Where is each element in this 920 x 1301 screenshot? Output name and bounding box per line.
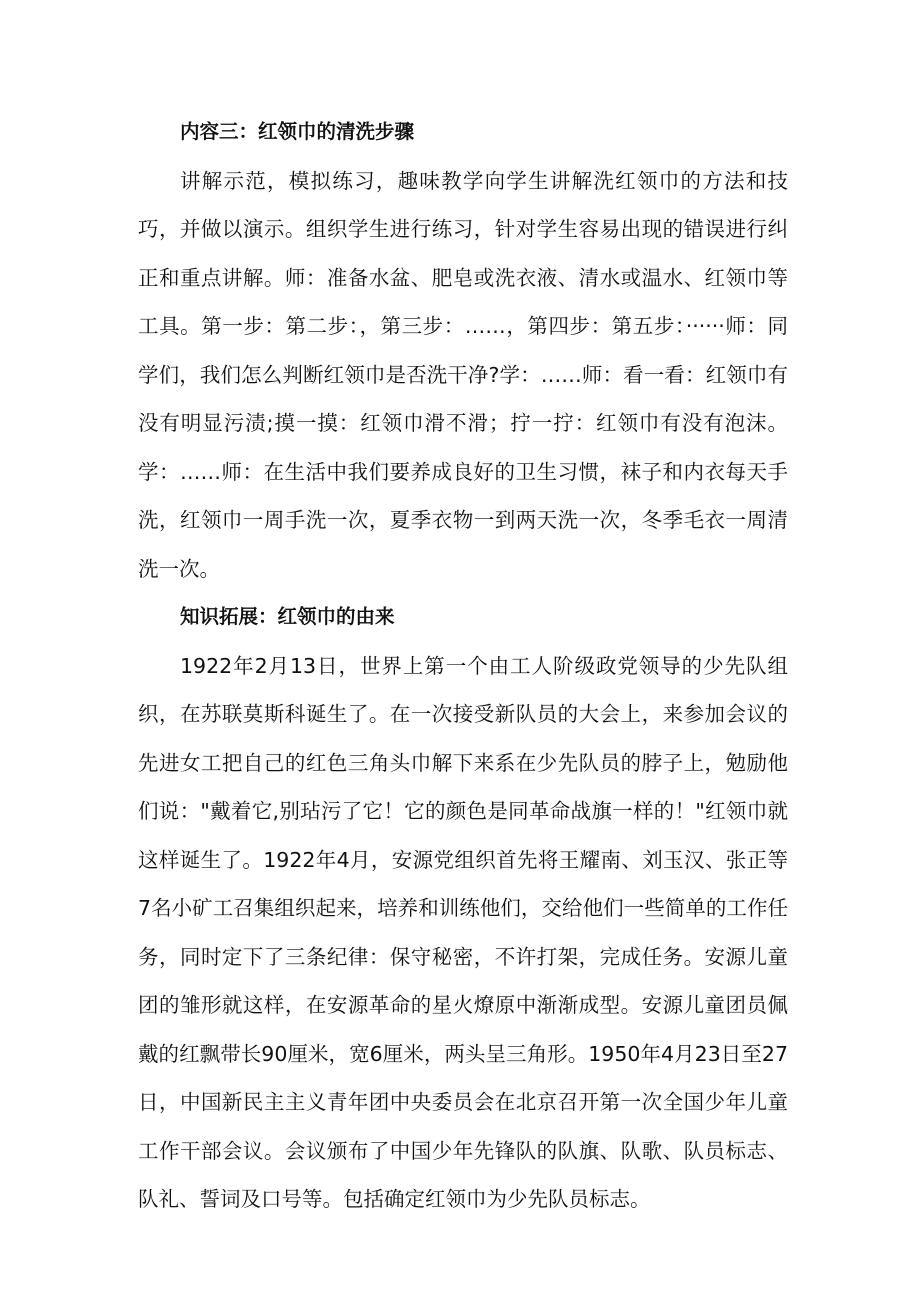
section-heading-cleaning-steps: 内容三：红领巾的清洗步骤: [180, 120, 415, 143]
paragraph-origin: 1922年2月13日，世界上第一个由工人阶级政党领导的少先队组织，在苏联莫斯科诞生了。在一次接受新队员的大会上，来参加会议的先进女工把自己的红色三角头巾解下来系在少先队员的脖子上，勉励他们说："戴着它,别玷污了它！它的颜色是同革命战旗一样的！"红领巾就这样诞生了。1922年4月，安源党组织首先将王耀南、刘玉汉、张正等7名小矿工召集组织起来，培养和训练他们，交给他们一些简单的工作任务，同时定下了三条纪律：保守秘密，不许打架，完成任务。安源儿童团的雏形就这样，在安源革命的星火燎原中渐渐成型。安源儿童团员佩戴的红飘带长90厘米，宽6厘米，两头呈三角形。1950年4月23日至27日，中国新民主主义青年团中央委员会在北京召开第一次全国少年儿童工作干部会议。会议颁布了中国少年先锋队的队旗、队歌、队员标志、队礼、誓词及口号等。包括确定红领巾为少先队员标志。: [138, 653, 788, 1211]
section-heading-origin: 知识拓展：红领巾的由来: [180, 605, 395, 628]
paragraph-cleaning-steps: 讲解示范，模拟练习，趣味教学向学生讲解洗红领巾的方法和技巧，并做以演示。组织学生进行练习，针对学生容易出现的错误进行纠正和重点讲解。师：准备水盆、肥皂或洗衣液、清水或温水、红领巾等工具。第一步：第二步：，第三步：……，第四步：第五步：······师：同学们，我们怎么判断红领巾是否洗干净?学：……师：看一看：红领巾有没有明显污渍;摸一摸：红领巾滑不滑；拧一拧：红领巾有没有泡沫。学：……师：在生活中我们要养成良好的卫生习惯，袜子和内衣每天手洗，红领巾一周手洗一次，夏季衣物一到两天洗一次，冬季毛衣一周清洗一次。: [138, 168, 788, 581]
document-body: [138, 108, 788, 1224]
